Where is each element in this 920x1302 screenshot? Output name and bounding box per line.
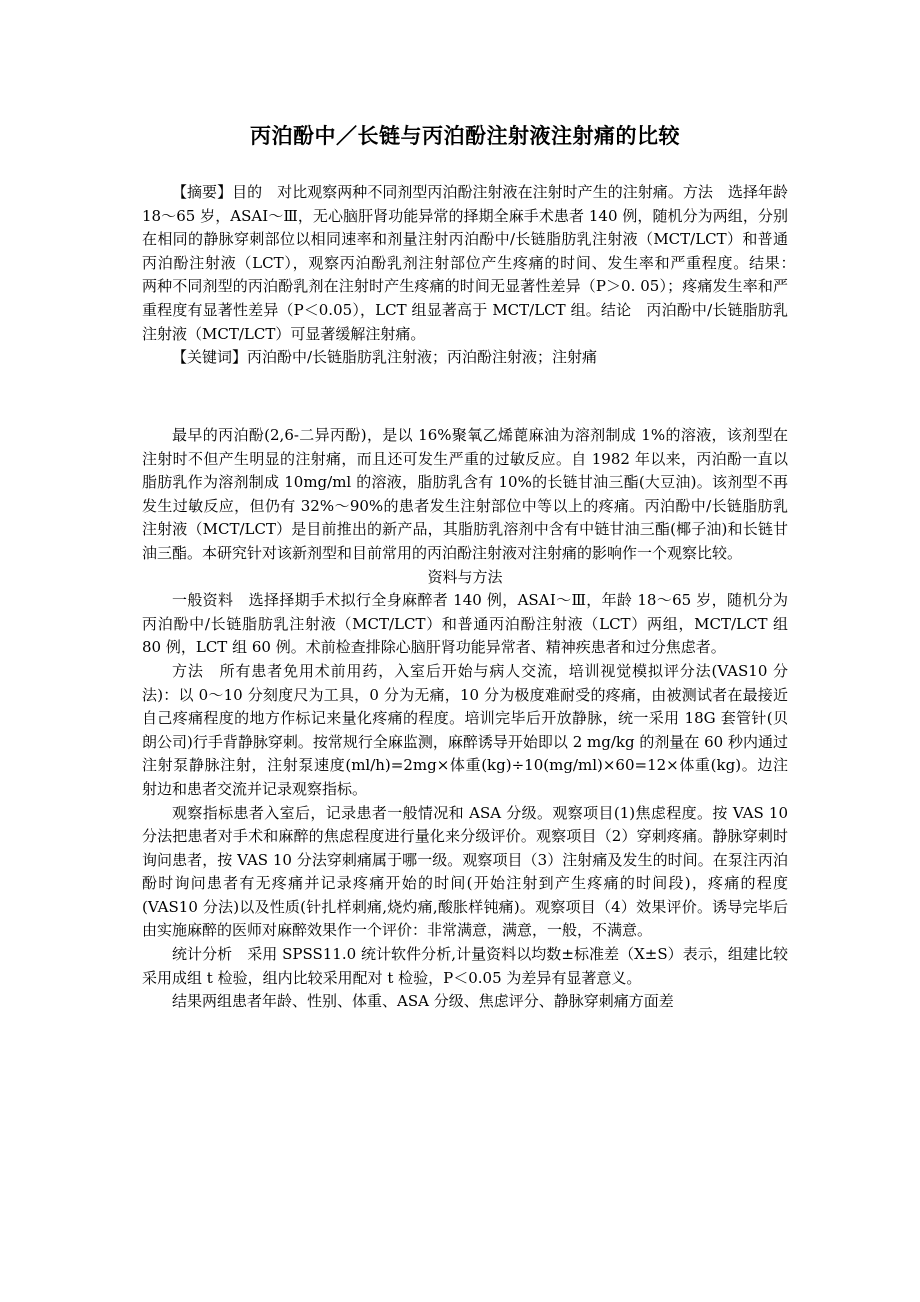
page-title: 丙泊酚中／长链与丙泊酚注射液注射痛的比较 — [250, 123, 680, 148]
section-heading-materials-methods: 资料与方法 — [427, 567, 503, 586]
intro-paragraph: 最早的丙泊酚(2,6-二异丙酚)，是以 16%聚氧乙烯蓖麻油为溶剂制成 1%的溶液，该剂型在注射时不但产生明显的注射痛，而且还可发生严重的过敏反应。自 1982 年以来，丙泊酚一直以脂肪乳作为溶剂制成 10mg/ml 的溶液，脂肪乳含有 10%的长链甘油三酯(大豆油)。该剂型不再发生过敏反应，但仍有 32%～90%的患者发生注射部位中等以上的疼痛。丙泊酚中/长链脂肪乳注射液（MCT/LCT）是目前推出的新产品，其脂肪乳溶剂中含有中链甘油三酯(椰子油)和长链甘油三酯。本研究针对该新剂型和目前常用的丙泊酚注射液对注射痛的影响作一个观察比较。 — [142, 426, 788, 562]
statistics-paragraph: 统计分析 采用 SPSS11.0 统计软件分析,计量资料以均数±标准差（X±S）表示，组建比较采用成组 t 检验，组内比较采用配对 t 检验，P＜0.05 为差异有显著意义。 — [142, 945, 788, 987]
general-data-paragraph: 一般资料 选择择期手术拟行全身麻醉者 140 例，ASAⅠ～Ⅲ，年龄 18～65 岁，随机分为丙泊酚中/长链脂肪乳注射液（MCT/LCT）和普通丙泊酚注射液（LCT）两组，MCT/LCT 组 80 例，LCT 组 60 例。术前检查排除心脑肝肾功能异常者、精神疾患者和过分焦虑者。 — [142, 591, 788, 657]
abstract-section — [142, 181, 804, 370]
main-body — [142, 424, 788, 1014]
abstract-paragraph: 【摘要】目的 对比观察两种不同剂型丙泊酚注射液在注射时产生的注射痛。方法 选择年龄 18～65 岁，ASAⅠ～Ⅲ，无心脑肝肾功能异常的择期全麻手术患者 140 例，随机分为两组，分别在相同的静脉穿刺部位以相同速率和剂量注射丙泊酚中/长链脂肪乳注射液（MCT/LCT）和普通丙泊酚注射液（LCT），观察丙泊酚乳剂注射部位产生疼痛的时间、发生率和严重程度。结果： 两种不同剂型的丙泊酚乳剂在注射时产生疼痛的时间无显著性差异（P＞0. 05）；疼痛发生率和严重程度有显著性差异（P＜0.05），LCT 组显著高于 MCT/LCT 组。结论 丙泊酚中/长链脂肪乳注射液（MCT/LCT）可显著缓解注射痛。 — [142, 183, 804, 343]
methods-paragraph: 方法 所有患者免用术前用药，入室后开始与病人交流，培训视觉模拟评分法(VAS10 分法)：以 0～10 分刻度尺为工具，0 分为无痛，10 分为极度难耐受的疼痛，由被测试者在最接近自己疼痛程度的地方作标记来量化疼痛的程度。培训完毕后开放静脉，统一采用 18G 套管针(贝朗公司)行手背静脉穿刺。按常规行全麻监测，麻醉诱导开始即以 2 mg/kg 的剂量在 60 秒内通过注射泵静脉注射，注射泵速度(ml/h)=2mg×体重(kg)÷10(mg/ml)×60=12×体重(kg)。边注射边和患者交流并记录观察指标。 — [142, 661, 788, 798]
keywords-paragraph: 【关键词】丙泊酚中/长链脂肪乳注射液；丙泊酚注射液；注射痛 — [172, 348, 598, 367]
results-paragraph: 结果两组患者年龄、性别、体重、ASA 分级、焦虑评分、静脉穿刺痛方面差 — [172, 992, 674, 1011]
indicators-paragraph: 观察指标患者入室后，记录患者一般情况和 ASA 分级。观察项目(1)焦虑程度。按 VAS 10 分法把患者对手术和麻醉的焦虑程度进行量化来分级评价。观察项目（2）穿刺疼痛。静脉穿刺时询问患者，按 VAS 10 分法穿刺痛属于哪一级。观察项目（3）注射痛及发生的时间。在泵注丙泊酚时询问患者有无疼痛并记录疼痛开始的时间(开始注射到产生疼痛的时间段)，疼痛的程度(VAS10 分法)以及性质(针扎样刺痛,烧灼痛,酸胀样钝痛)。观察项目（4）效果评价。诱导完毕后由实施麻醉的医师对麻醉效果作一个评价：非常满意，满意，一般，不满意。 — [142, 803, 788, 940]
